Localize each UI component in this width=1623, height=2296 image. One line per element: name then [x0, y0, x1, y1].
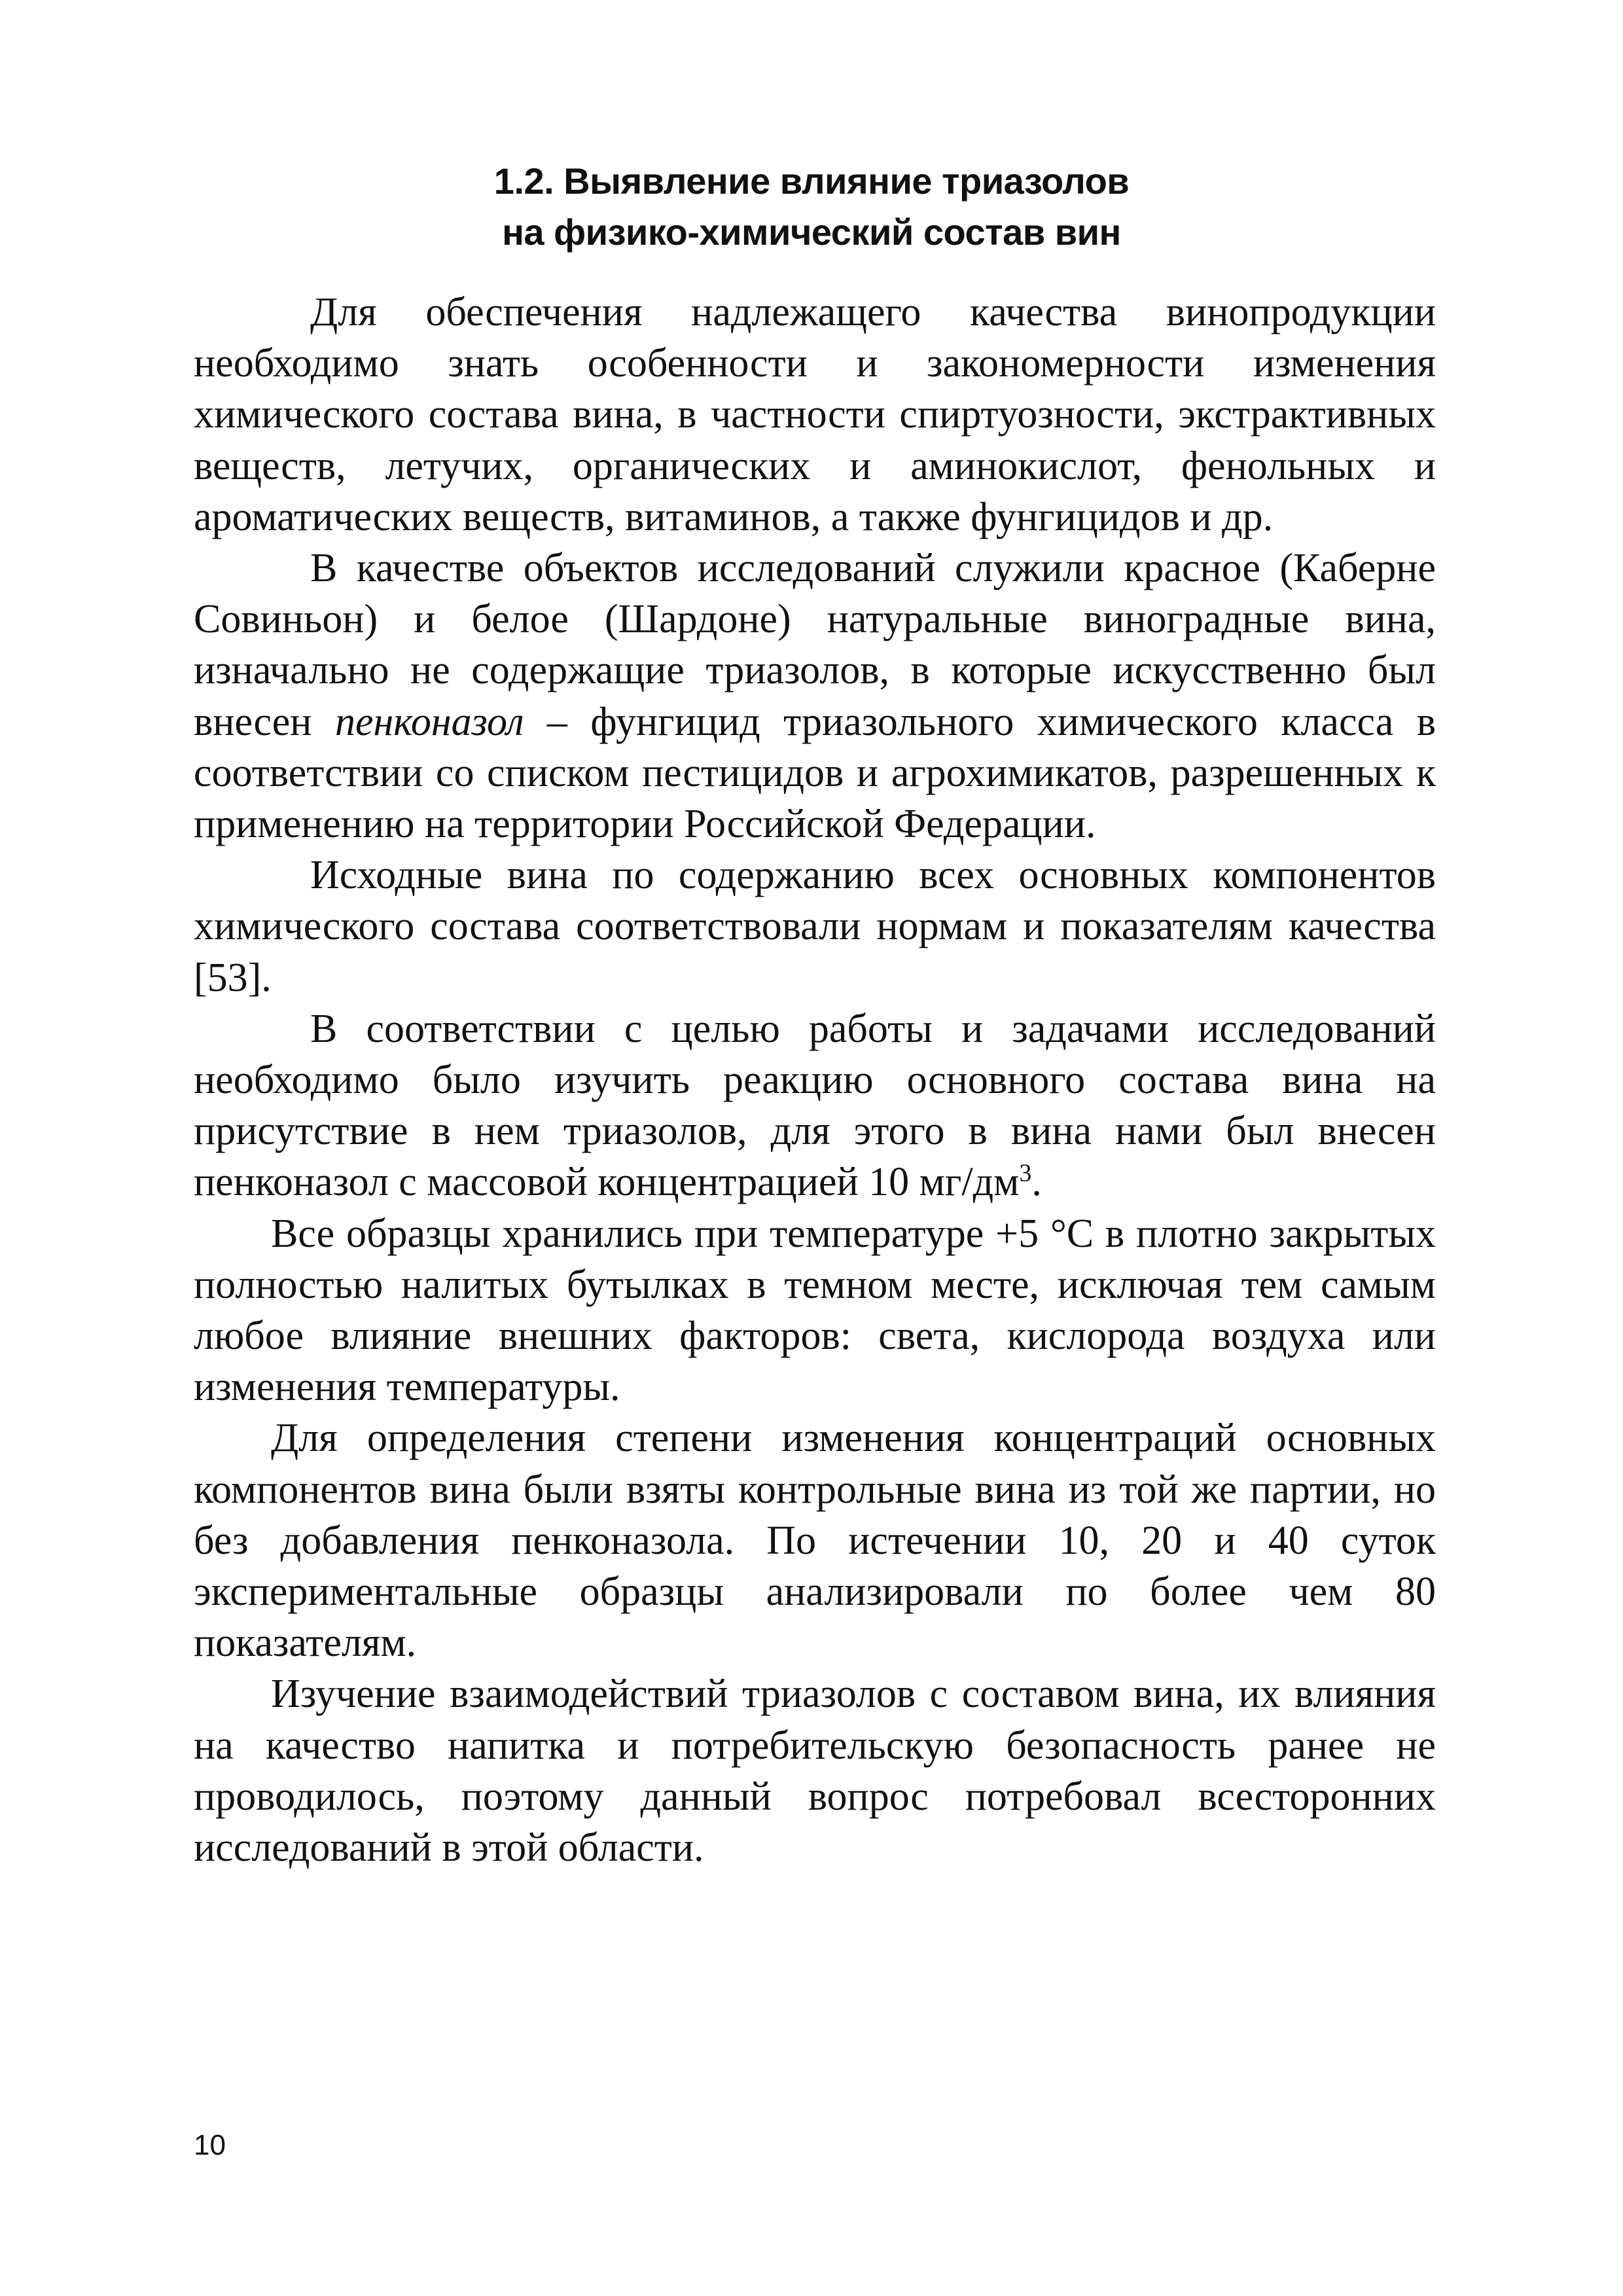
paragraph-3-text: Исходные вина по содержанию всех основных компонентов химического состава соответствовали нормам и показателям качества [53]. — [194, 853, 1436, 1000]
paragraph-1 — [194, 287, 1436, 543]
body-text — [194, 287, 1436, 1873]
section-heading-line-2: на физико-химический состав вин — [502, 211, 1121, 253]
paragraph-6 — [194, 1412, 1436, 1668]
paragraph-2-italic-term: пенконазол — [334, 699, 524, 744]
section-heading — [0, 156, 1623, 258]
paragraph-4-text-before: В соответствии с целью работы и задачами исследований необходимо было изучить реакцию основного состава вина на присутствие в нем триазолов, для этого в вина нами был внесен пенконазол с массовой концентрацией 10 мг/дм — [194, 1006, 1436, 1205]
paragraph-3 — [194, 850, 1436, 1003]
paragraph-6-text: Для определения степени изменения концентраций основных компонентов вина были взяты контрольные вина из той же партии, но без добавления пенконазола. По истечении 10, 20 и 40 суток экспериментальные образцы анализировали по более чем 80 показателям. — [194, 1416, 1436, 1666]
paragraph-4-superscript: 3 — [1019, 1159, 1032, 1187]
paragraph-4-text-after: . — [1031, 1160, 1042, 1205]
section-heading-line-1: 1.2. Выявление влияние триазолов — [493, 160, 1130, 202]
paragraph-2-text-before: В качестве объектов исследований служили красное (Каберне Совиньон) и белое (Шардоне) натуральные виноградные вина, изначально не содержащие триазолов, в которые искусственно был внесен — [194, 546, 1436, 744]
paragraph-2-text-after: – фунгицид триазольного химического класса в соответствии со списком пестицидов и агрохимикатов, разрешенных к применению на территории Российской Федерации. — [194, 699, 1436, 847]
paragraph-4 — [194, 1003, 1436, 1208]
paragraph-5-text: Все образцы хранились при температуре +5 °С в плотно закрытых полностью налитых бутылках в темном месте, исключая тем самым любое влияние внешних факторов: света, кислорода воздуха или изменения температуры. — [194, 1211, 1436, 1410]
page-number: 10 — [194, 2129, 226, 2161]
paragraph-1-text: Для обеспечения надлежащего качества винопродукции необходимо знать особенности и закономерности изменения химического состава вина, в частности спиртуозности, экстрактивных веществ, летучих, органических и аминокислот, фенольных и ароматических веществ, витаминов, а также фунгицидов и др. — [194, 290, 1436, 539]
paragraph-7 — [194, 1668, 1436, 1873]
paragraph-7-text: Изучение взаимодействий триазолов с составом вина, их влияния на качество напитка и потребительскую безопасность ранее не проводилось, поэтому данный вопрос потребовал всесторонних исследований в этой области. — [194, 1672, 1436, 1871]
paragraph-2 — [194, 543, 1436, 850]
paragraph-5 — [194, 1208, 1436, 1413]
